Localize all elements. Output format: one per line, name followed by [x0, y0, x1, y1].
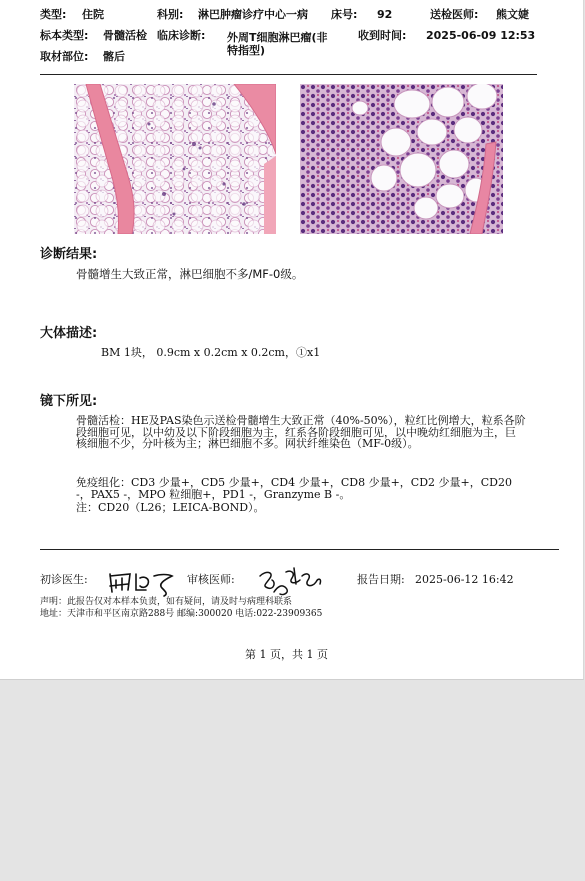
histology-image-low-power: [74, 84, 276, 234]
type-label: 类型:: [40, 8, 67, 21]
page-number: 第 1 页，共 1 页: [245, 648, 328, 661]
doctor-label: 送检医师:: [430, 8, 479, 21]
diagnosis-text: 骨髓增生大致正常，淋巴细胞不多/MF-0级。: [76, 267, 304, 281]
microscopy-paragraph-he: 骨髓活检：HE及PAS染色示送检骨髓增生大致正常（40%-50%），粒红比例增大，粒系各阶段细胞可见，以中幼及以下阶段细胞为主，红系各阶段细胞可见，以中晚幼红细胞为主，巨核细胞不少，分叶核为主；淋巴细胞不多。网状纤维染色（MF-0级）。: [76, 414, 526, 451]
footer-divider: [40, 549, 559, 550]
microscopy-paragraph-ihc: 免疫组化：CD3 少量+，CD5 少量+，CD4 少量+，CD8 少量+，CD2 少量+，CD20 -，PAX5 -，MPO 粒细胞+，PD1 -，Granzyme B -。: [76, 476, 512, 501]
initial-doctor-signature: [106, 566, 176, 598]
specimen-label: 标本类型:: [40, 29, 89, 42]
address-text: 地址：天津市和平区南京路288号 邮编:300020 电话:022-23909365: [40, 609, 323, 619]
clinical-value-line1: 外周T细胞淋巴瘤(非: [227, 31, 328, 44]
doctor-value: 熊文婕: [496, 8, 529, 21]
gross-title: 大体描述:: [40, 326, 98, 341]
type-value: 住院: [82, 8, 104, 21]
report-date-label: 报告日期:: [357, 573, 405, 586]
review-doctor-label: 审核医师:: [187, 573, 235, 586]
diagnosis-title: 诊断结果:: [40, 247, 98, 262]
clinical-label: 临床诊断:: [157, 29, 206, 42]
microscopy-note: 注：CD20（L26；LEICA-BOND）。: [76, 501, 265, 514]
received-value: 2025-06-09 12:53: [426, 29, 536, 42]
report-date-value: 2025-06-12 16:42: [415, 573, 514, 586]
specimen-value: 骨髓活检: [103, 29, 147, 42]
bed-label: 床号:: [331, 8, 358, 21]
microscopy-title: 镜下所见:: [40, 394, 98, 409]
site-value: 髂后: [103, 50, 125, 63]
header-divider: [40, 74, 537, 75]
received-label: 收到时间:: [358, 29, 407, 42]
initial-doctor-label: 初诊医生:: [40, 573, 88, 586]
bed-value: 92: [377, 8, 393, 21]
gross-text: BM 1块， 0.9cm x 0.2cm x 0.2cm，①x1: [101, 346, 321, 359]
clinical-value-line2: 特指型): [227, 44, 266, 57]
dept-value: 淋巴肿瘤诊疗中心一病: [198, 8, 308, 21]
review-doctor-signature: [256, 564, 326, 600]
site-label: 取材部位:: [40, 50, 89, 63]
disclaimer-text: 声明：此报告仅对本样本负责，如有疑问，请及时与病理科联系: [40, 597, 293, 607]
dept-label: 科别:: [157, 8, 184, 21]
histology-image-high-power: [300, 84, 503, 234]
